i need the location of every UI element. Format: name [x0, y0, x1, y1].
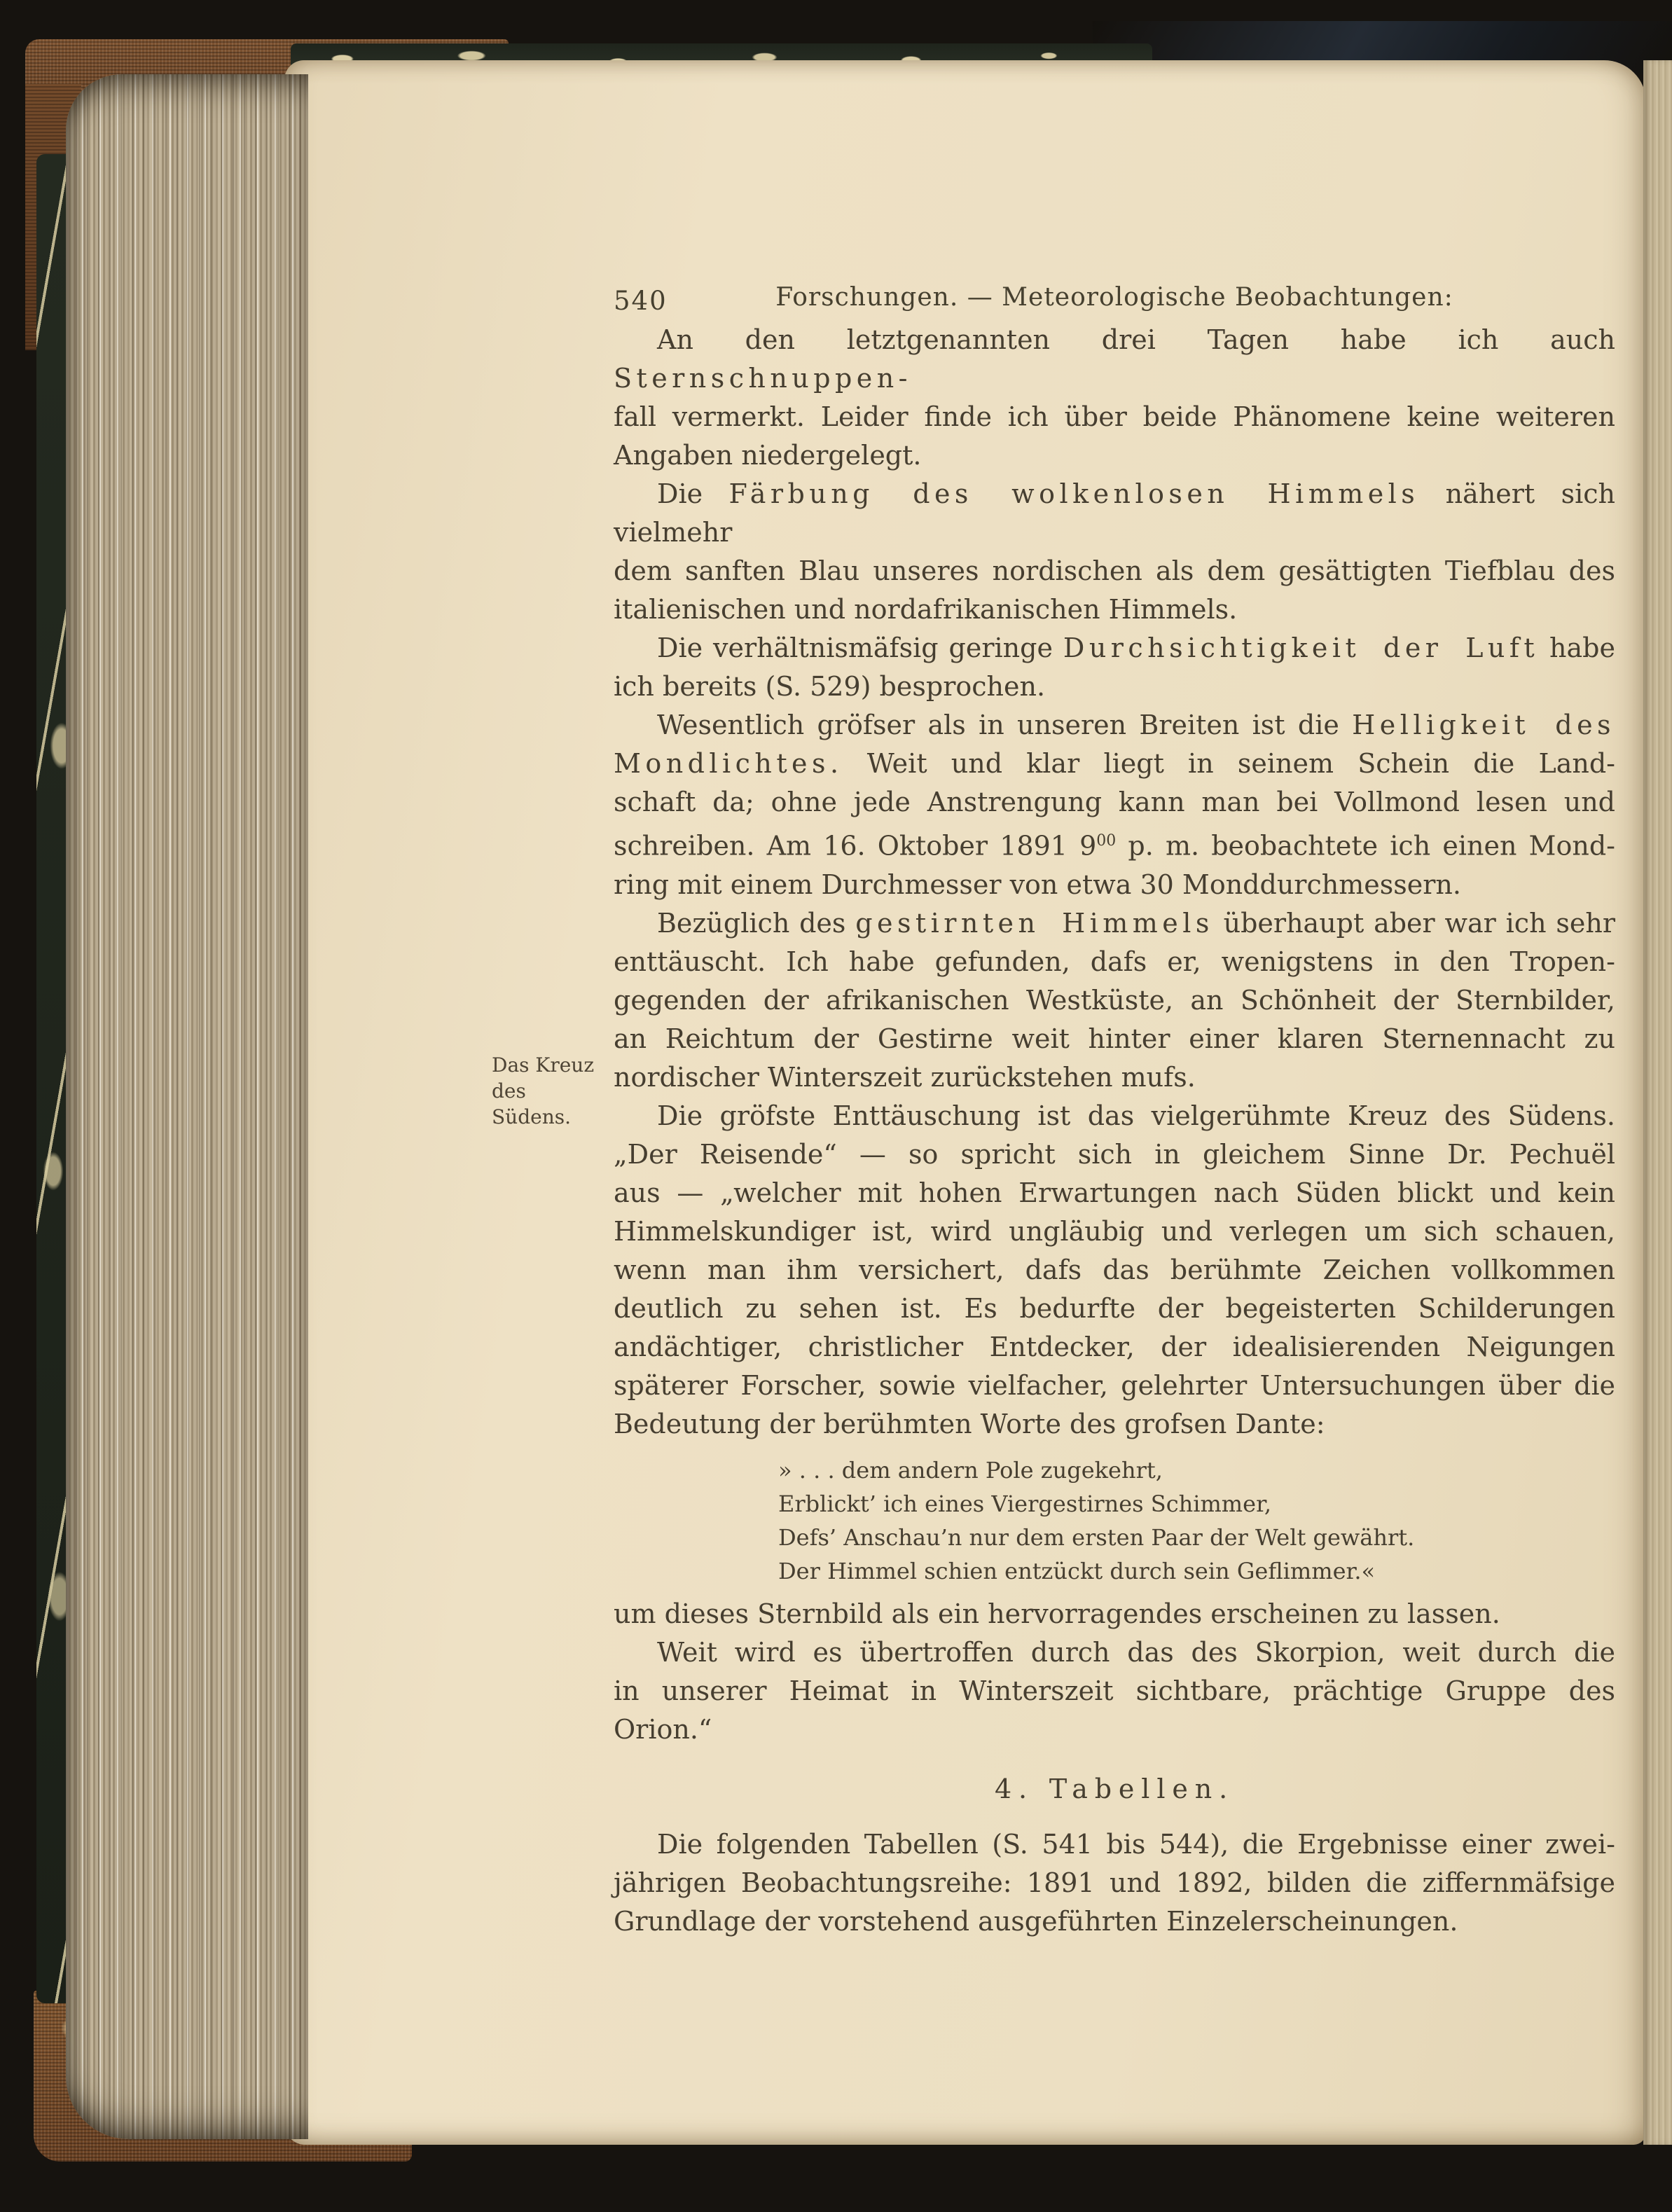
- text-line: [614, 1058, 1615, 1097]
- text-segment: p. m. beobachtete ich einen Mond-: [1116, 830, 1615, 862]
- text-segment: Die gröfste Enttäuschung ist das vielgerühmte Kreuz des Südens.: [657, 1100, 1615, 1131]
- text-segment: andächtiger, christlicher Entdecker, der idealisierenden Neigungen: [614, 1331, 1615, 1362]
- text-segment: Angaben niedergelegt.: [614, 440, 922, 471]
- text-segment: Helligkeit des: [1352, 710, 1615, 740]
- text-line: [614, 1672, 1615, 1710]
- text-line: [614, 1328, 1615, 1367]
- text-line: [614, 745, 1615, 783]
- paragraph: [614, 1097, 1615, 1444]
- text-segment: um dieses Sternbild als ein hervorragendes erscheinen zu lassen.: [614, 1598, 1500, 1629]
- text-line: [614, 706, 1615, 745]
- book-fore-edge-pages: [66, 74, 308, 2139]
- text-segment: ring mit einem Durchmesser von etwa 30 Monddurchmessern.: [614, 869, 1461, 900]
- text-line: [614, 904, 1615, 943]
- text-line: [614, 1020, 1615, 1058]
- text-line: [614, 1367, 1615, 1405]
- paragraph: [614, 1633, 1615, 1749]
- verse-line: Der Himmel schien entzückt durch sein Geflimmer.«: [778, 1557, 1376, 1584]
- paragraph: [614, 904, 1615, 1097]
- text-line: [614, 629, 1615, 668]
- page-gutter: [1643, 60, 1672, 2145]
- text-line: [614, 1710, 1615, 1749]
- section-heading: 4. Tabellen.: [994, 1773, 1235, 1804]
- text-line: [614, 783, 1615, 822]
- text-segment: Mondlichtes.: [614, 748, 843, 779]
- text-segment: Sternschnuppen-: [614, 363, 912, 394]
- page-header: [614, 283, 1615, 318]
- text-segment: Die verhältnismäfsig geringe: [657, 633, 1063, 663]
- text-line: [614, 590, 1615, 629]
- text-segment: nähert sich vielmehr: [614, 478, 1615, 548]
- text-segment: an Reichtum der Gestirne weit hinter einer klaren Sternennacht zu: [614, 1023, 1615, 1054]
- text-line: [614, 1251, 1615, 1290]
- text-line: [614, 1864, 1615, 1902]
- margin-note-line: Das Kreuz: [492, 1053, 595, 1077]
- text-segment: aus — „welcher mit hohen Erwartungen nach Süden blickt und kein: [614, 1177, 1615, 1208]
- page-number: 540: [614, 286, 668, 316]
- text-line: [614, 1902, 1615, 1941]
- text-segment: Durchsichtigkeit der Luft: [1063, 633, 1540, 663]
- verse-line: Defs’ Anschau’n nur dem ersten Paar der Welt gewährt.: [778, 1523, 1415, 1551]
- text-line: [614, 981, 1615, 1020]
- paragraph: [614, 629, 1615, 706]
- running-head: Forschungen. — Meteorologische Beobachtungen:: [775, 283, 1453, 312]
- verse-quote: [778, 1453, 1615, 1588]
- text-segment: 00: [1096, 832, 1117, 850]
- text-line: [614, 1212, 1615, 1251]
- text-segment: in unserer Heimat in Winterszeit sichtbare, prächtige Gruppe des: [614, 1675, 1615, 1706]
- text-segment: italienischen und nordafrikanischen Himmels.: [614, 594, 1238, 625]
- text-segment: Himmelskundiger ist, wird ungläubig und verlegen um sich schauen,: [614, 1215, 1615, 1247]
- text-segment: Grundlage der vorstehend ausgeführten Einzelerscheinungen.: [614, 1905, 1458, 1937]
- paragraph: [614, 475, 1615, 629]
- text-segment: Orion.“: [614, 1713, 712, 1745]
- text-line: [614, 475, 1615, 552]
- text-line: [614, 1097, 1615, 1135]
- text-line: [614, 1135, 1615, 1174]
- text-segment: wenn man ihm versichert, dafs das berühmte Zeichen vollkommen: [614, 1254, 1615, 1285]
- text-segment: habe: [1539, 633, 1615, 663]
- text-segment: dem sanften Blau unseres nordischen als dem gesättigten Tiefblau des: [614, 555, 1615, 586]
- text-segment: nordischer Winterszeit zurückstehen mufs.: [614, 1061, 1196, 1093]
- text-segment: Weit und klar liegt in seinem Schein die Land-: [843, 748, 1615, 779]
- text-segment: Bedeutung der berühmten Worte des grofsen Dante:: [614, 1408, 1325, 1439]
- book-page: [284, 60, 1646, 2145]
- verse-line: Erblickt’ ich eines Viergestirnes Schimmer,: [778, 1490, 1272, 1517]
- text-segment: Bezüglich des: [657, 907, 856, 939]
- text-line: [614, 436, 1615, 475]
- text-segment: deutlich zu sehen ist. Es bedurfte der begeisterten Schilderungen: [614, 1292, 1615, 1324]
- text-segment: An den letztgenannten drei Tagen habe ich auch: [657, 324, 1615, 355]
- verse-line: » . . . dem andern Pole zugekehrt,: [778, 1456, 1163, 1484]
- text-segment: schaft da; ohne jede Anstrengung kann man bei Vollmond lesen und: [614, 787, 1615, 817]
- text-line: [614, 1633, 1615, 1672]
- text-line: [614, 1174, 1615, 1212]
- text-line: [614, 1595, 1615, 1633]
- paragraph: [614, 321, 1615, 475]
- text-block: [614, 321, 1615, 1941]
- margin-note: [492, 1052, 611, 1130]
- text-segment: Färbung des wolkenlosen Himmels: [728, 478, 1420, 509]
- text-segment: schreiben. Am 16. Oktober 1891 9: [614, 830, 1097, 862]
- text-segment: „Der Reisende“ — so spricht sich in gleichem Sinne Dr. Pechuël: [614, 1138, 1615, 1170]
- text-line: [614, 668, 1615, 706]
- text-line: [614, 1405, 1615, 1444]
- text-segment: Wesentlich gröfser als in unseren Breiten ist die: [657, 710, 1353, 740]
- text-segment: gegenden der afrikanischen Westküste, an Schönheit der Sternbilder,: [614, 984, 1615, 1016]
- text-segment: Die: [657, 478, 729, 509]
- text-segment: gestirnten Himmels: [855, 907, 1214, 939]
- margin-note-line: des Südens.: [492, 1079, 572, 1128]
- text-line: [614, 552, 1615, 590]
- text-line: [614, 321, 1615, 398]
- text-segment: Die folgenden Tabellen (S. 541 bis 544), die Ergebnisse einer zwei-: [657, 1828, 1615, 1860]
- text-segment: überhaupt aber war ich sehr: [1213, 907, 1615, 939]
- text-line: [614, 1290, 1615, 1328]
- text-line: [614, 866, 1615, 904]
- text-line: [614, 1825, 1615, 1864]
- text-line: [614, 943, 1615, 981]
- paragraph: [614, 1595, 1615, 1633]
- text-line: [614, 398, 1615, 436]
- text-segment: späterer Forscher, sowie vielfacher, gelehrter Untersuchungen über die: [614, 1369, 1615, 1401]
- text-segment: Weit wird es übertroffen durch das des Skorpion, weit durch die: [657, 1636, 1615, 1668]
- text-segment: fall vermerkt. Leider finde ich über beide Phänomene keine weiteren: [614, 401, 1615, 432]
- text-segment: ich bereits (S. 529) besprochen.: [614, 671, 1046, 702]
- text-line: [614, 822, 1615, 866]
- text-segment: enttäuscht. Ich habe gefunden, dafs er, wenigstens in den Tropen-: [614, 946, 1615, 977]
- paragraph: [614, 706, 1615, 904]
- text-segment: jährigen Beobachtungsreihe: 1891 und 1892, bilden die ziffernmäfsige: [614, 1867, 1615, 1898]
- paragraph: [614, 1825, 1615, 1941]
